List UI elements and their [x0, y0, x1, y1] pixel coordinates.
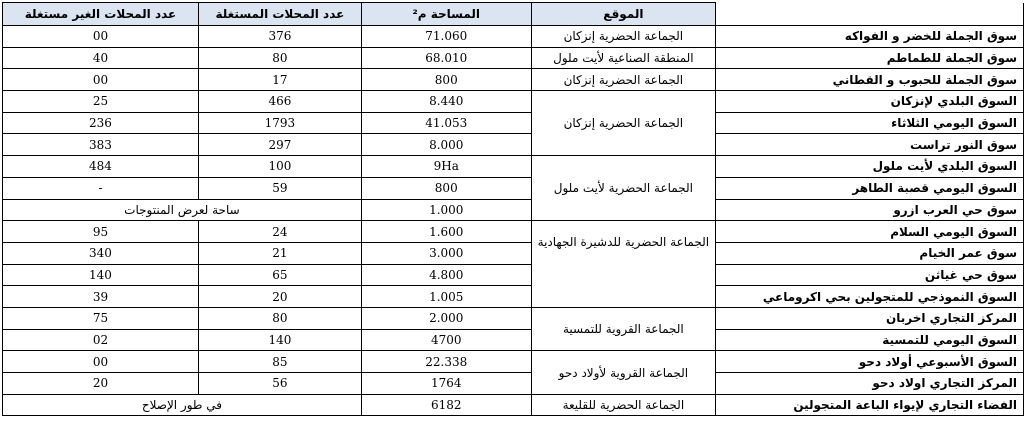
- market-area: 1764: [361, 373, 531, 395]
- occupied-count: 140: [198, 329, 361, 351]
- market-area: 2.000: [361, 307, 531, 329]
- market-name: سوق الجملة للطماطم: [716, 47, 1024, 69]
- occupied-count: 24: [198, 221, 361, 243]
- market-location: الجماعة الحضرية لأيت ملول: [531, 156, 715, 221]
- market-name: المركز التجاري اخربان: [716, 307, 1024, 329]
- table-row: [3, 264, 1024, 286]
- table-row: [3, 221, 1024, 243]
- header-row: [3, 3, 1024, 26]
- unoccupied-count: 383: [3, 134, 199, 156]
- market-name: السوق اليومي للتمسية: [716, 329, 1024, 351]
- table-row: [3, 112, 1024, 134]
- occupied-count: 17: [198, 69, 361, 91]
- market-name: المركز التجاري اولاد دحو: [716, 373, 1024, 395]
- unoccupied-count: 39: [3, 286, 199, 308]
- market-location: الجماعة الحضرية إنزكان: [531, 91, 715, 156]
- table-row: [3, 134, 1024, 156]
- table-row: [3, 156, 1024, 178]
- market-name: السوق البلدي لإنزكان: [716, 91, 1024, 113]
- table-row: [3, 351, 1024, 373]
- table-row: [3, 177, 1024, 199]
- occupied-count: 56: [198, 373, 361, 395]
- occupied-count: 80: [198, 307, 361, 329]
- unoccupied-count: 00: [3, 26, 199, 48]
- table-row: [3, 47, 1024, 69]
- table-row: [3, 329, 1024, 351]
- unoccupied-count: 484: [3, 156, 199, 178]
- unoccupied-count: 02: [3, 329, 199, 351]
- market-area: 41.053: [361, 112, 531, 134]
- market-area: 22.338: [361, 351, 531, 373]
- occupied-count: 20: [198, 286, 361, 308]
- occupied-count: 80: [198, 47, 361, 69]
- market-location: الجماعة القروية للتمسية: [531, 307, 715, 350]
- table-row: [3, 394, 1024, 416]
- market-area: 1.005: [361, 286, 531, 308]
- unoccupied-count: 00: [3, 351, 199, 373]
- market-location: الجماعة الحضرية للقليعة: [531, 394, 715, 416]
- market-name: سوق النور تراست: [716, 134, 1024, 156]
- unoccupied-count: 236: [3, 112, 199, 134]
- occupied-count: 376: [198, 26, 361, 48]
- table-row: [3, 199, 1024, 221]
- header-area: المساحة م²: [361, 3, 531, 26]
- occupied-count: 1793: [198, 112, 361, 134]
- market-area: 6182: [361, 394, 531, 416]
- market-location: الجماعة الحضرية إنزكان: [531, 26, 715, 48]
- unoccupied-count: 140: [3, 264, 199, 286]
- market-area: 9Ha: [361, 156, 531, 178]
- occupied-count: 100: [198, 156, 361, 178]
- market-area: 800: [361, 177, 531, 199]
- market-area: 8.000: [361, 134, 531, 156]
- markets-table: [2, 2, 1024, 416]
- unoccupied-count: 75: [3, 307, 199, 329]
- market-area: 3.000: [361, 242, 531, 264]
- occupied-count: 297: [198, 134, 361, 156]
- unoccupied-count: 00: [3, 69, 199, 91]
- occupied-count: 85: [198, 351, 361, 373]
- market-name: السوق الأسبوعي أولاد دحو: [716, 351, 1024, 373]
- market-note: ساحة لعرض المنتوجات: [3, 199, 362, 221]
- header-unoccupied: عدد المحلات الغير مستغلة: [3, 3, 199, 26]
- market-name: السوق النموذجي للمتجولين بحي اكروماعي: [716, 286, 1024, 308]
- market-location: الجماعة القروية لأولاد دحو: [531, 351, 715, 394]
- occupied-count: 21: [198, 242, 361, 264]
- header-name: [716, 3, 1024, 26]
- market-name: السوق البلدي لأيت ملول: [716, 156, 1024, 178]
- market-area: 800: [361, 69, 531, 91]
- table-row: [3, 307, 1024, 329]
- occupied-count: 65: [198, 264, 361, 286]
- market-name: السوق اليومي قصبة الطاهر: [716, 177, 1024, 199]
- market-location: الجماعة الحضرية إنزكان: [531, 69, 715, 91]
- market-area: 4700: [361, 329, 531, 351]
- market-note: في طور الإصلاح: [3, 394, 362, 416]
- market-area: 68.010: [361, 47, 531, 69]
- market-name: السوق اليومي السلام: [716, 221, 1024, 243]
- unoccupied-count: 40: [3, 47, 199, 69]
- market-area: 71.060: [361, 26, 531, 48]
- market-name: سوق حي غياثن: [716, 264, 1024, 286]
- market-location: المنطقة الصناعية لأيت ملول: [531, 47, 715, 69]
- table-row: [3, 373, 1024, 395]
- market-name: الفضاء التجاري لإيواء الباعة المتجولين: [716, 394, 1024, 416]
- market-area: 8.440: [361, 91, 531, 113]
- table-row: [3, 26, 1024, 48]
- unoccupied-count: 340: [3, 242, 199, 264]
- market-name: سوق حي العرب ازرو: [716, 199, 1024, 221]
- market-name: سوق الجملة للخضر و الفواكه: [716, 26, 1024, 48]
- unoccupied-count: -: [3, 177, 199, 199]
- unoccupied-count: 25: [3, 91, 199, 113]
- table-row: [3, 242, 1024, 264]
- market-area: 1.000: [361, 199, 531, 221]
- market-location: الجماعة الحضرية للدشيرة الجهادية: [531, 221, 715, 308]
- market-name: سوق عمر الخيام: [716, 242, 1024, 264]
- header-location: الموقع: [531, 3, 715, 26]
- unoccupied-count: 95: [3, 221, 199, 243]
- market-name: السوق اليومي الثلاثاء: [716, 112, 1024, 134]
- table-row: [3, 69, 1024, 91]
- unoccupied-count: 20: [3, 373, 199, 395]
- occupied-count: 466: [198, 91, 361, 113]
- occupied-count: 59: [198, 177, 361, 199]
- table-row: [3, 91, 1024, 113]
- market-name: سوق الجملة للحبوب و القطاني: [716, 69, 1024, 91]
- header-occupied: عدد المحلات المستغلة: [198, 3, 361, 26]
- market-area: 1.600: [361, 221, 531, 243]
- market-area: 4.800: [361, 264, 531, 286]
- table-row: [3, 286, 1024, 308]
